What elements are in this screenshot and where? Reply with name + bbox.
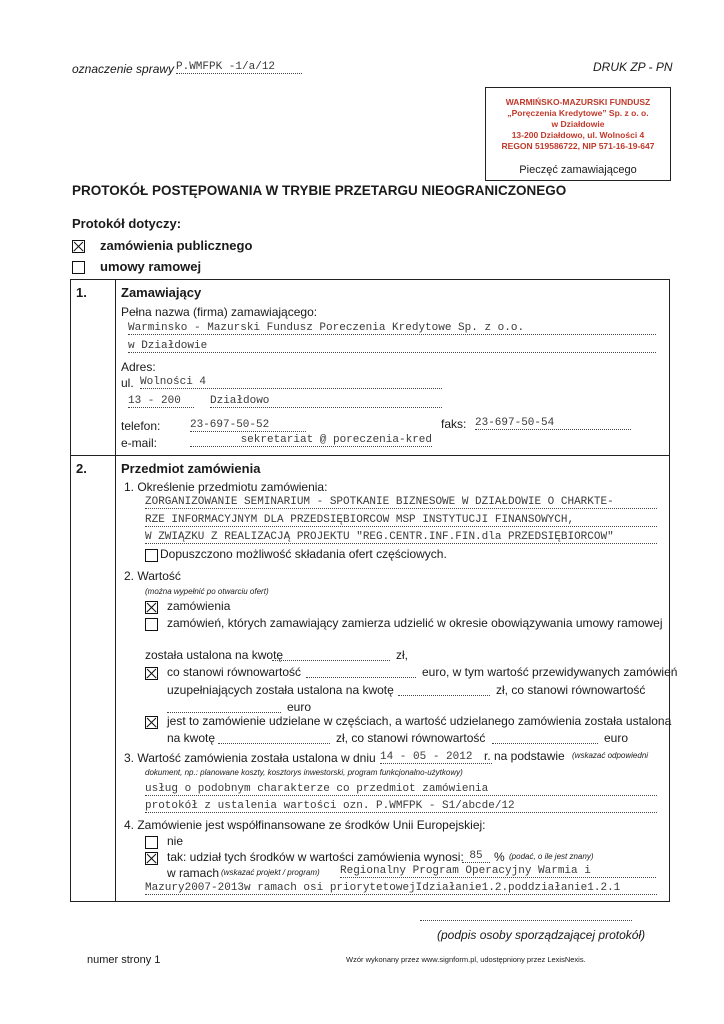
option-framework: umowy ramowej [100, 259, 202, 274]
checkbox-eu-no[interactable] [145, 836, 158, 849]
in-parts-amount-label: na kwotę [167, 731, 216, 745]
euro-label: euro [287, 700, 312, 714]
page-number: numer strony 1 [87, 954, 161, 966]
column-divider [115, 279, 116, 901]
euro-including-label: euro, w tym wartość przewidywanych zamówień [422, 665, 678, 679]
document-title: PROTOKÓŁ POSTĘPOWANIA W TRYBIE PRZETARGU NIEOGRANICZONEGO [72, 183, 567, 198]
option-public-order: zamówienia publicznego [100, 238, 253, 253]
subject-line-3: W ZWIĄZKU Z REALIZACJĄ PROJEKTU "REG.CENTR.INF.FIN.dla PRZEDSIĘBIORCÓW" [145, 531, 657, 544]
valuation-note-2: dokument, np.: planowane koszty, kosztorys inwestorski, program funkcjonalno-użytkowy) [145, 768, 463, 777]
checkbox-partial-offers[interactable] [145, 549, 158, 562]
fax-value: 23-697-50-54 [475, 417, 631, 430]
in-parts-amount-field[interactable] [218, 731, 330, 744]
postal-code: 13 - 200 [128, 395, 194, 408]
valuation-day: 14 [380, 751, 394, 763]
program-line-2: Mazury2007-2013w ramach osi priorytetowejIdziałanie1.2.poddziałanie1.2.1 [145, 882, 657, 895]
value-option-order: zamówienia [167, 599, 231, 613]
name-line-1: Warminsko - Mazurski Fundusz Poreczenia Kredytowe Sp. z o.o. [128, 322, 656, 335]
subject-line-1: ZORGANIZOWANIE SEMINARIUM - SPOTKANIE BIZNESOWE W DZIAŁDOWIE O CHARKTE- [145, 496, 657, 509]
supplementary-euro-field[interactable] [167, 700, 281, 713]
subject-line-2: RZE INFORMACYJNYM DLA PRZEDSIĘBIORCÓW MSP INSTYTUCJI FINANSOWYCH, [145, 514, 657, 527]
eu-funding-label: 4. Zamówienie jest współfinansowane ze środków Unii Europejskiej: [124, 818, 486, 832]
estimated-amount-field[interactable] [272, 648, 390, 661]
checkbox-equivalent[interactable] [145, 667, 158, 680]
email-value: sekretariat @ poreczenia-kred [190, 434, 432, 447]
name-label: Pełna nazwa (firma) zamawiającego: [121, 305, 318, 319]
footer-credit: Wzór wykonany przez www.signform.pl, udostępniony przez LexisNexis. [346, 955, 586, 964]
eu-no-label: nie [167, 834, 184, 848]
percent-sign: % [494, 850, 505, 864]
valuation-date-field: 14 - 05 - 2012 [380, 751, 492, 764]
estimated-amount-label: została ustalona na kwotę [145, 648, 284, 662]
equivalent-field[interactable] [306, 665, 416, 678]
eu-share-note: (podać, o ile jest znany) [509, 852, 594, 861]
in-parts-label: jest to zamówienie udzielane w częściach, a wartość udzielanego zamówienia została ustalona [167, 714, 672, 728]
concerns-heading: Protokół dotyczy: [72, 216, 182, 231]
in-parts-euro-field[interactable] [492, 731, 598, 744]
in-parts-euro-label: euro [604, 731, 629, 745]
valuation-year: 2012 [446, 751, 473, 763]
valuation-basis-line-1: usług o podobnym charakterze co przedmiot zamówienia [145, 783, 657, 796]
currency-zl: zł, [396, 648, 408, 662]
case-number-value: P.WMFPK -1/a/12 [176, 61, 302, 74]
equivalent-label: co stanowi równowartość [167, 665, 302, 679]
eu-share-value: 85 [462, 850, 490, 863]
supplementary-equivalent-label: zł, co stanowi równowartość [496, 683, 646, 697]
case-number-label: oznaczenie sprawy [72, 62, 175, 76]
street-value: Wolności 4 [140, 376, 442, 389]
signature-caption: (podpis osoby sporządzającej protokół) [437, 928, 646, 942]
signature-line[interactable] [420, 918, 632, 921]
program-note: (wskazać projekt / program) [221, 868, 320, 877]
email-label: e-mail: [121, 436, 158, 450]
valuation-note-1: (wskazać odpowiedni [572, 751, 649, 760]
section-2-number: 2. [76, 461, 87, 476]
city: Działdowo [210, 395, 442, 408]
supplementary-label: uzupełniających została ustalona na kwotę [167, 683, 394, 697]
valuation-month: 05 [413, 751, 427, 763]
checkbox-value-framework[interactable] [145, 618, 158, 631]
section-1-number: 1. [76, 285, 87, 300]
value-option-framework: zamówień, których zamawiający zamierza udzielić w okresie obowiązywania umowy ramowej [167, 616, 663, 630]
company-stamp: WARMIŃSKO-MAZURSKI FUNDUSZ „Poręczenia Kredytowe” Sp. z o. o. w Działdowie 13-200 Działdowo, ul. Wolności 4 REGON 519586722, NIP 571-16-19-647 [501, 97, 655, 151]
subject-label: 1. Określenie przedmiotu zamówienia: [124, 480, 328, 494]
name-line-2: w Działdowie [128, 340, 656, 353]
value-label: 2. Wartość [124, 569, 181, 583]
phone-value: 23-697-50-52 [190, 419, 306, 432]
phone-label: telefon: [121, 419, 161, 433]
checkbox-public-order[interactable] [72, 240, 85, 253]
stamp-box [485, 87, 671, 181]
program-line-1: Regionalny Program Operacyjny Warmia i [340, 865, 656, 878]
eu-yes-label: tak: udział tych środków w wartości zamówienia wynosi: [167, 850, 464, 864]
checkbox-eu-yes[interactable] [145, 852, 158, 865]
value-note: (można wypełnić po otwarciu ofert) [145, 587, 269, 596]
checkbox-value-order[interactable] [145, 601, 158, 614]
supplementary-field[interactable] [398, 683, 490, 696]
section-1-title: Zamawiający [121, 285, 202, 300]
street-prefix: ul. [121, 376, 134, 390]
in-parts-equivalent-label: zł, co stanowi równowartość [336, 731, 486, 745]
program-label: w ramach [167, 866, 220, 880]
valuation-basis-label: r. na podstawie [484, 749, 565, 763]
address-label: Adres: [121, 360, 156, 374]
checkbox-in-parts[interactable] [145, 716, 158, 729]
valuation-date-label: 3. Wartość zamówienia została ustalona w dniu [124, 751, 376, 765]
valuation-basis-line-2: protokół z ustalenia wartości ozn. P.WMFPK - S1/abcde/12 [145, 800, 657, 813]
form-code: DRUK ZP - PN [593, 60, 673, 74]
row-divider [70, 455, 669, 456]
fax-label: faks: [441, 417, 467, 431]
stamp-caption: Pieczęć zamawiającego [519, 164, 637, 176]
section-2-title: Przedmiot zamówienia [121, 461, 261, 476]
partial-offers-label: Dopuszczono możliwość składania ofert częściowych. [160, 547, 447, 561]
checkbox-framework[interactable] [72, 261, 85, 274]
